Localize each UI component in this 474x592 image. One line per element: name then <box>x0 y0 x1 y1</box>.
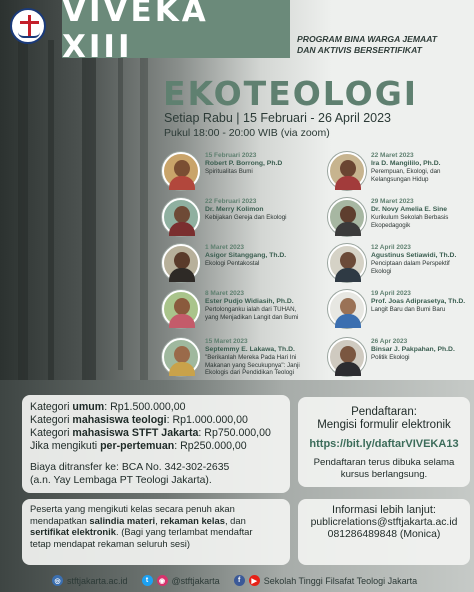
avatar <box>162 198 200 236</box>
course-heading: EKOTEOLOGI <box>163 74 419 113</box>
registration-note: Pendaftaran terus dibuka selama kursus berlangsung. <box>313 457 455 480</box>
schedule-text: Setiap Rabu | 15 Februari - 26 April 2023 <box>164 111 391 125</box>
avatar <box>162 152 200 190</box>
speaker-card: 8 Maret 2023 Ester Pudjo Widiasih, Ph.D. Pertolonganku ialah dari TUHAN, yang Menjadikan Langit dan Bumi <box>162 290 312 332</box>
fee-per-session: Jika mengikuti per-pertemuan: Rp250.000,00 <box>30 440 247 452</box>
avatar <box>162 244 200 282</box>
avatar <box>328 152 366 190</box>
avatar <box>328 198 366 236</box>
benefits-note: Peserta yang mengikuti kelas secara penuh akan mendapatkan salindia materi, rekaman kelas, dan sertifikat elektronik. (Bagi yang terlambat mendaftar tetap mendapat rekaman seluruh sesi) <box>22 499 290 565</box>
bank-info: Biaya ditransfer ke: BCA No. 342-302-2635 (a.n. Yay Lembaga PT Teologi Jakarta). <box>30 462 230 486</box>
fee-general: Kategori umum: Rp1.500.000,00 <box>30 401 186 413</box>
speaker-card: 19 April 2023 Prof. Joas Adiprasetya, Th.D. Langit Baru dan Bumi Baru <box>328 290 474 332</box>
fee-theology-student: Kategori mahasiswa teologi: Rp1.000.000,00 <box>30 414 248 426</box>
registration-link[interactable]: https://bit.ly/daftarVIVEKA13 <box>309 438 459 450</box>
event-title: VIVEKA XIII <box>62 0 209 65</box>
stft-logo <box>6 8 52 46</box>
avatar <box>162 290 200 328</box>
speaker-card: 26 Apr 2023 Binsar J. Pakpahan, Ph.D. Politik Ekologi <box>328 338 474 380</box>
youtube-icon: ▶ <box>249 575 260 586</box>
speaker-card: 15 Februari 2023 Robert P. Borrong, Ph.D Spiritualitas Bumi <box>162 152 312 194</box>
contact-phone: 081286489848 (Monica) <box>327 529 441 540</box>
speaker-card: 12 April 2023 Agustinus Setiawidi, Th.D. Penciptaan dalam Perspektif Ekologi <box>328 244 474 286</box>
contact-email[interactable]: publicrelations@stftjakarta.ac.id <box>310 516 458 528</box>
program-subtitle: PROGRAM BINA WARGA JEMAAT DAN AKTIVIS BERSERTIFIKAT <box>297 34 438 55</box>
avatar <box>162 338 200 376</box>
twitter-icon: t <box>142 575 153 586</box>
speaker-card: 1 Maret 2023 Asigor Sitanggang, Th.D. Ekologi Pentakostal <box>162 244 312 286</box>
footer-social-handle[interactable]: @stftjakarta <box>171 575 220 586</box>
instagram-icon: ◉ <box>157 575 168 586</box>
speaker-card: 15 Maret 2023 Septemmy E. Lakawa, Th.D. "Berikanlah Mereka Pada Hari Ini Makanan yang Secukupnya": Janji Ekologis dari Pendidikan Teologi <box>162 338 312 380</box>
speaker-card: 22 Februari 2023 Dr. Merry Kolimon Kebijakan Gereja dan Ekologi <box>162 198 312 240</box>
contact-box: Informasi lebih lanjut: publicrelations@stftjakarta.ac.id 081286489848 (Monica) <box>298 499 470 565</box>
avatar <box>328 244 366 282</box>
speaker-card: 29 Maret 2023 Dr. Novy Amelia E. Sine Kurikulum Sekolah Berbasis Ekopedagogik <box>328 198 474 240</box>
footer-website[interactable]: stftjakarta.ac.id <box>67 575 128 586</box>
speaker-card: 22 Maret 2023 Ira D. Mangililo, Ph.D. Perempuan, Ekologi, dan Kelangsungan Hidup <box>328 152 474 194</box>
registration-box: Pendaftaran: Mengisi formulir elektronik https://bit.ly/daftarVIVEKA13 Pendaftaran terus dibuka selama kursus berlangsung. <box>298 397 470 487</box>
avatar <box>328 290 366 328</box>
fee-stft-student: Kategori mahasiswa STFT Jakarta: Rp750.000,00 <box>30 427 271 439</box>
globe-icon: ◎ <box>52 575 63 586</box>
footer-institution[interactable]: Sekolah Tinggi Filsafat Teologi Jakarta <box>263 575 418 586</box>
time-text: Pukul 18:00 - 20:00 WIB (via zoom) <box>164 127 330 139</box>
footer <box>0 569 474 592</box>
facebook-icon: f <box>234 575 245 586</box>
avatar <box>328 338 366 376</box>
title-banner <box>62 0 290 65</box>
